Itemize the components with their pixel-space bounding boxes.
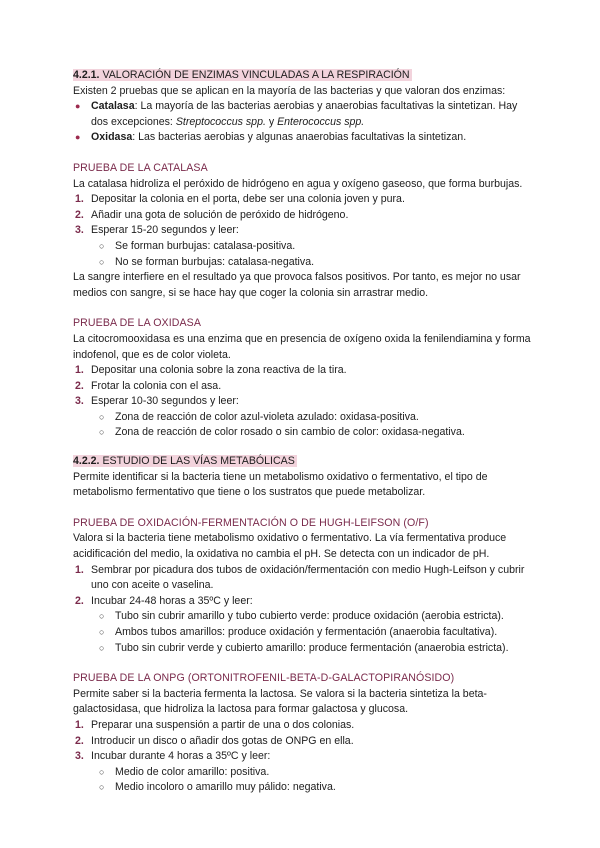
paragraph: La sangre interfiere en el resultado ya que provoca falsos positivos. Por tanto, es mejor no usar medios con sangre, si se hace hay que coger la colonia sin arrastrar medio.	[73, 271, 521, 299]
section-number: 4.2.2.	[73, 455, 100, 468]
result-text: Zona de reacción de color azul-violeta azulado: oxidasa-positiva.	[115, 410, 419, 423]
list-item	[73, 255, 535, 271]
step-text: Esperar 10-30 segundos y leer:	[91, 395, 239, 408]
step-text: Introducir un disco o añadir dos gotas de ONPG en ella.	[91, 734, 354, 747]
result-text: Medio incoloro o amarillo muy pálido: negativa.	[115, 781, 336, 794]
list-item	[73, 239, 535, 255]
section-title: ESTUDIO DE LAS VÍAS METABÓLICAS	[99, 455, 295, 468]
circle-bullet-icon: ○	[99, 782, 105, 793]
list-item	[73, 625, 535, 641]
item-text: : Las bacterias aerobias y algunas anaerobias facultativas la sintetizan.	[132, 131, 467, 144]
italic-species: Streptococcus spp.	[175, 115, 266, 128]
list-item	[73, 99, 535, 130]
term: Catalasa	[91, 100, 135, 113]
section-heading-4-2-1	[73, 68, 535, 84]
section-title: VALORACIÓN DE ENZIMAS VINCULADAS A LA RESPIRACIÓN	[99, 69, 410, 81]
list-item: 2. Frotar la colonia con el asa.	[75, 379, 222, 392]
list-item: 2. Introducir un disco o añadir dos gotas de ONPG en ella.	[75, 734, 354, 747]
list-item: 1. Depositar una colonia sobre la zona reactiva de la tira.	[75, 364, 347, 377]
step-text: Preparar una suspensión a partir de una o dos colonias.	[91, 718, 355, 731]
list-item: 2. Añadir una gota de solución de peróxido de hidrógeno.	[75, 208, 349, 221]
document-page	[73, 68, 535, 796]
steps-list	[73, 363, 535, 441]
subheading: PRUEBA DE LA OXIDASA	[73, 317, 201, 330]
list-item: 3. Esperar 10-30 segundos y leer: ○ Zona de reacción de color azul-violeta azulado: oxidasa-positiva. ○ Zona de reacción de color rosado o sin cambio de color: oxidasa-negativa.	[73, 394, 535, 441]
circle-bullet-icon: ○	[99, 256, 105, 267]
list-item	[73, 130, 535, 146]
subheading: PRUEBA DE LA CATALASA	[73, 161, 208, 174]
circle-bullet-icon: ○	[99, 627, 105, 637]
bullet-icon: ●	[75, 132, 81, 143]
term: Oxidasa	[91, 131, 133, 144]
result-text: Se forman burbujas: catalasa-positiva.	[115, 239, 296, 252]
step-text: Esperar 15-20 segundos y leer:	[91, 224, 239, 237]
circle-bullet-icon: ○	[99, 411, 105, 422]
result-text: Ambos tubos amarillos: produce oxidación y fermentación (anaerobia facultativa).	[115, 626, 498, 638]
result-text: Tubo sin cubrir amarillo y tubo cubierto verde: produce oxidación (aerobia estricta).	[115, 610, 504, 623]
paragraph: Existen 2 pruebas que se aplican en la mayoría de las bacterias y que valoran dos enzimas:	[73, 84, 506, 97]
list-item: 3. Esperar 15-20 segundos y leer: ○ Se forman burbujas: catalasa-positiva. ○ No se forman burbujas: catalasa-negativa.	[73, 223, 535, 270]
steps-list	[73, 192, 535, 270]
results-list	[73, 239, 535, 270]
circle-bullet-icon: ○	[99, 642, 105, 653]
section-number: 4.2.1.	[73, 69, 100, 81]
list-item: 1. Preparar una suspensión a partir de una o dos colonias.	[75, 718, 355, 731]
results-list	[73, 410, 535, 441]
section-heading-4-2-2	[73, 454, 535, 470]
result-text: Tubo sin cubrir verde y cubierto amarillo: produce fermentación (anaerobia estricta).	[115, 641, 509, 654]
bullet-icon: ●	[75, 101, 81, 112]
result-text: No se forman burbujas: catalasa-negativa.	[115, 255, 315, 268]
list-item	[73, 765, 535, 781]
step-text: Añadir una gota de solución de peróxido de hidrógeno.	[91, 208, 349, 221]
list-item	[73, 609, 535, 625]
list-item: 1. Depositar la colonia en el porta, debe ser una colonia joven y pura.	[75, 193, 405, 206]
item-text: y	[265, 115, 278, 128]
results-list	[73, 609, 535, 656]
subheading: PRUEBA DE LA ONPG (ORTONITROFENIL-BETA-D-GALACTOPIRANÓSIDO)	[73, 672, 455, 685]
circle-bullet-icon: ○	[99, 240, 105, 251]
paragraph: La citocromooxidasa es una enzima que en presencia de oxígeno oxida la fenilendiamina y forma indofenol, que es de color violeta.	[73, 332, 531, 361]
circle-bullet-icon: ○	[99, 611, 105, 622]
step-text: Depositar una colonia sobre la zona reactiva de la tira.	[91, 364, 347, 377]
step-text: Sembrar por picadura dos tubos de oxidación/fermentación con medio Hugh-Leifson y cubrir uno con aceite o vaselina.	[91, 563, 525, 592]
paragraph: Valora si la bacteria tiene metabolismo oxidativo o fermentativo. La vía fermentativa produce acidificación del medio, la oxidativa no cambia el pH. Se detecta con un indicador de pH.	[73, 532, 507, 561]
paragraph: La catalasa hidroliza el peróxido de hidrógeno en agua y oxígeno gaseoso, que forma burbujas.	[73, 177, 523, 190]
steps-list	[73, 563, 535, 657]
result-text: Medio de color amarillo: positiva.	[115, 765, 270, 778]
step-text: Incubar durante 4 horas a 35ºC y leer:	[91, 750, 271, 763]
circle-bullet-icon: ○	[99, 427, 105, 438]
paragraph: Permite identificar si la bacteria tiene un metabolismo oxidativo o fermentativo, el tipo de metabolismo fermentativo que tiene o los sustratos que puede metabolizar.	[73, 470, 488, 499]
italic-species: Enterococcus spp.	[277, 115, 365, 128]
list-item: 3. Incubar durante 4 horas a 35ºC y leer: ○ Medio de color amarillo: positiva. ○ Medio incoloro o amarillo muy pálido: negativa.	[73, 749, 535, 796]
results-list	[73, 765, 535, 796]
list-item	[73, 410, 535, 426]
step-text: Incubar 24-48 horas a 35ºC y leer:	[91, 594, 253, 607]
list-item	[73, 641, 535, 657]
steps-list	[73, 718, 535, 796]
list-item	[73, 425, 535, 441]
paragraph: Permite saber si la bacteria fermenta la lactosa. Se valora si la bacteria sintetiza la beta-galactosidasa, que hidroliza la lactosa para formar galactosa y glucosa.	[73, 687, 487, 716]
item-text: : La mayoría de las bacterias aerobias y anaerobias facultativas la sintetizan. Hay dos excepciones:	[91, 100, 518, 128]
list-item: 1. Sembrar por picadura dos tubos de oxidación/fermentación con medio Hugh-Leifson y cubrir uno con aceite o vaselina.	[75, 563, 525, 592]
circle-bullet-icon: ○	[99, 766, 105, 777]
step-text: Depositar la colonia en el porta, debe ser una colonia joven y pura.	[91, 193, 405, 206]
subheading: PRUEBA DE OXIDACIÓN-FERMENTACIÓN O DE HUGH-LEIFSON (O/F)	[73, 516, 429, 529]
result-text: Zona de reacción de color rosado o sin cambio de color: oxidasa-negativa.	[115, 426, 465, 439]
list-item	[73, 780, 535, 796]
list-item: 2. Incubar 24-48 horas a 35ºC y leer: ○ Tubo sin cubrir amarillo y tubo cubierto verde: produce oxidación (aerobia estricta). ○ Ambos tubos amarillos: produce oxidación y fermentación (anaerobia facultativa). ○ Tubo sin cubrir verde y cubierto amarillo: produce fermentación (anaerobia estricta).	[73, 594, 535, 656]
step-text: Frotar la colonia con el asa.	[91, 379, 222, 392]
enzyme-list	[73, 99, 535, 146]
